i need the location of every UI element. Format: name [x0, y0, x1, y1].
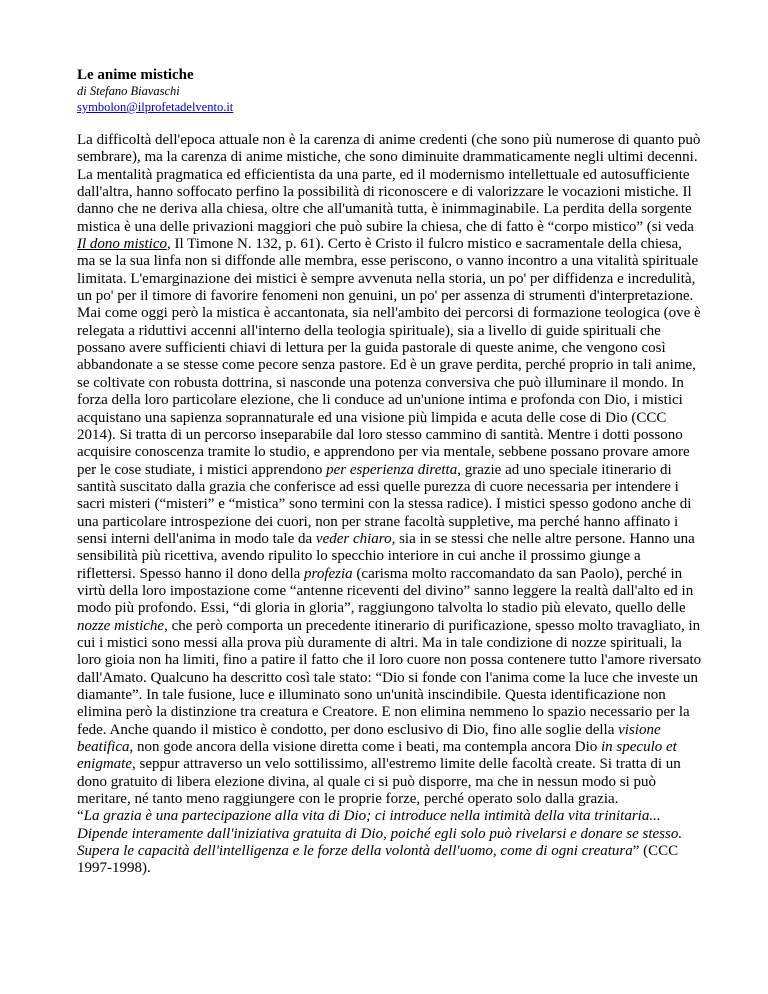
body-text-segment: , grazie ad uno speciale itinerario di santità suscitato dalla grazia che conferisce ad essi quelle purezza di cuore necessaria per intendere i sacri misteri (“misteri” e “mistica” sono termini con la stessa radice). I mistici spesso godono anche di una particolare introspezione dei cuori, non per strane facoltà suppletive, ma perché hanno affinato i sensi interni dell'anima in modo tale da [77, 461, 692, 547]
quote-text: La grazia è una partecipazione alla vita di Dio; ci introduce nella intimità della vita trinitaria... Dipende interamente dall'iniziativa gratuita di Dio, poiché egli solo può rivelarsi e donare se stesso. Supera le capacità dell'intelligenza e le forze della volontà dell'uomo, come di ogni creatura [77, 808, 683, 860]
emphasis-text: visione beatifica [77, 721, 661, 756]
emphasis-text: profezia [304, 565, 353, 582]
article-author: di Stefano Biavaschi [77, 84, 180, 98]
book-title-link[interactable]: Il dono mistico [77, 236, 167, 253]
body-text-segment: , sia in se stessi che nelle altre persone. Hanno una sensibilità più ricettiva, avendo ripulito lo specchio interiore in cui anche il prossimo giunge a riflettersi. Spesso hanno il dono della [77, 530, 695, 582]
article-body [77, 132, 703, 878]
body-text-segment: , non gode ancora della visione diretta come i beati, ma contempla ancora Dio [129, 739, 601, 756]
body-text-segment: , che però comporta un precedente itinerario di purificazione, spesso molto travagliato, in cui i mistici sono messi alla prova più duramente di altri. Ma in tale condizione di nozze spirituali, la loro gioia non ha limiti, fino a patire il fatto che il loro cuore non possa contenere tutto l'amore riversato dall'Amato. Qualcuno ha descritto così tale stato: “Dio si fonde con l'anima come la luce che investe un diamante”. In tale fusione, luce e illuminato sono un'unità inscindibile. Questa identificazione non elimina però la distinzione tra creatura e Creatore. E non elimina nemmeno lo spazio necessario per la fede. Anche quando il mistico è condotto, per dono esclusivo di Dio, fino alle soglie della [77, 617, 702, 738]
body-text-segment: , Il Timone N. 132, p. 61). Certo è Cristo il fulcro mistico e sacramentale della chiesa, ma se la sua linfa non si diffonde alle membra, esse periscono, o vanno incontro a una vitalità spirituale limitata. L'emarginazione dei mistici è sempre avvenuta nella storia, un po' per diffidenza e incredulità, un po' per il timore di favorire fenomeni non genuini, un po' per assenza di strumenti d'interpretazione. Mai come oggi però la mistica è accantonata, sia nell'ambito dei percorsi di formazione teologica (ove è relegata a riduttivi accenni all'interno della teologia spirituale), sia a livello di guide spirituali che possano avere sufficienti chiavi di lettura per la guida pastorale di queste anime, che vengono così abbandonate a se stesse come pecore senza pastore. Ed è un grave perdita, perché proprio in tali anime, se coltivate con robusta dottrina, si nasconde una potenza conversiva che può illuminare il mondo. In forza della loro particolare elezione, che li conduce ad un'unione intima e profonda con Dio, i mistici acquistano una sapienza soprannaturale ed una visione più limpida e acuta delle cose di Dio (CCC 2014). Si tratta di un percorso inseparabile dal loro stesso cammino di santità. Mentre i dotti possono acquisire conoscenza tramite lo studio, e apprendono per via mentale, sebbene possano provare amore per le cose studiate, i mistici apprendono [77, 236, 701, 478]
emphasis-text: veder chiaro [315, 530, 392, 547]
emphasis-text: in speculo et enigmate [77, 739, 677, 773]
body-text-segment: (carisma molto raccomandato da san Paolo), perché in virtù della loro impostazione come “antenne riceventi del divino” sanno leggere la realtà dall'alto ed in modo più profondo. Essi, “di gloria in gloria”, raggiungono talvolta lo stadio più elevato, quello delle [77, 565, 694, 617]
quote-citation: ” (CCC 1997-1998). [77, 843, 679, 877]
document-page [77, 66, 703, 878]
quote-open-mark: “ [77, 808, 84, 825]
article-title: Le anime mistiche [77, 67, 194, 83]
emphasis-text: per esperienza diretta [326, 461, 458, 478]
body-text-segment: La difficoltà dell'epoca attuale non è la carenza di anime credenti (che sono più numerose di quanto può sembrare), ma la carenza di anime mistiche, che sono diminuite drammaticamente negli ultimi decenni. La mentalità pragmatica ed efficientista da una parte, ed il modernismo intellettuale ed autosufficiente dall'altra, hanno soffocato perfino la possibilità di riconoscere e di valorizzare le vocazioni mistiche. Il danno che ne deriva alla chiesa, oltre che all'umanità tutta, è inimmaginabile. La perdita della sorgente mistica è una delle privazioni maggiori che può subire la chiesa, che di fatto è “corpo mistico” (si veda [77, 132, 701, 235]
body-text-segment: , seppur attraverso un velo sottilissimo, all'estremo limite delle facoltà create. Si tratta di un dono gratuito di libera elezione divina, al quale ci si può disporre, ma che in nessun modo si può meritare, né tanto meno raggiungere con le proprie forze, perché operato solo dalla grazia. [77, 756, 681, 808]
author-email-link[interactable]: symbolon@ilprofetadelvento.it [77, 100, 234, 114]
emphasis-text: nozze mistiche [77, 617, 165, 634]
